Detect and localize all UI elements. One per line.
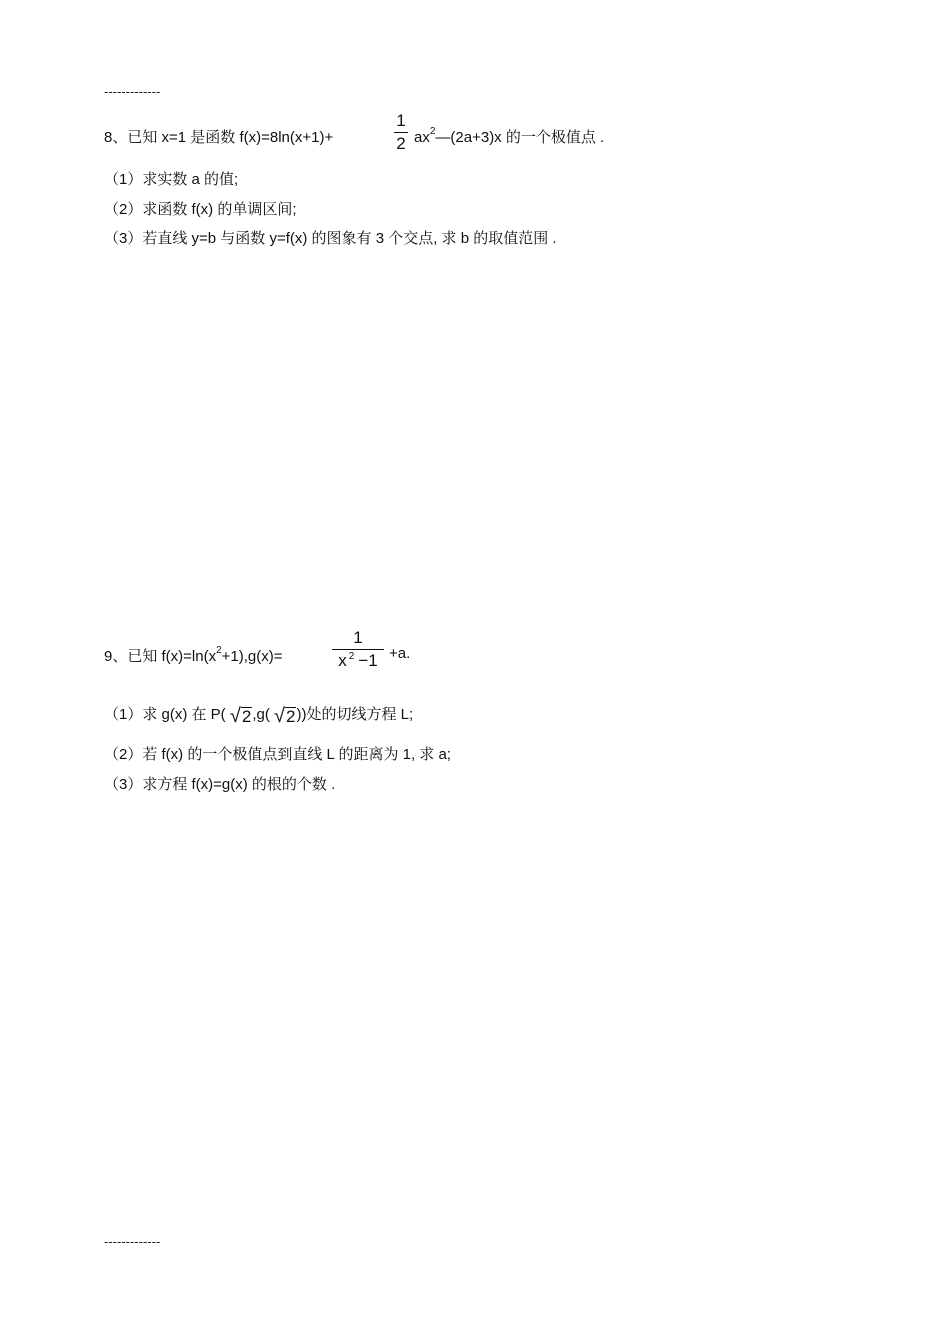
q9-exp: 2	[216, 645, 222, 656]
q9-den-exp: 2	[348, 651, 355, 662]
footer-dashes: -------------	[104, 1234, 161, 1249]
q9-den-x: x	[338, 651, 347, 670]
sqrt-2-b-inner: 2	[285, 707, 296, 726]
q8-part-1: （1）求实数 a 的值;	[104, 171, 239, 188]
q9-part-1	[104, 703, 413, 726]
q8-tail-text: —(2a+3)x 的一个极值点 .	[435, 129, 605, 146]
q9-lead	[104, 645, 283, 666]
q9-frac-den	[338, 651, 377, 674]
q9-fraction	[332, 628, 384, 674]
q9-part-3: （3）求方程 f(x)=g(x) 的根的个数 .	[104, 776, 336, 793]
header-dashes: -------------	[104, 84, 161, 99]
q8-tail	[414, 126, 604, 147]
sqrt-radical-icon: √	[229, 705, 241, 727]
q9-p1-a: （1）求 g(x) 在 P(	[104, 706, 226, 723]
q8-lead: 8、已知 x=1 是函数 f(x)=8ln(x+1)+	[104, 129, 334, 146]
sqrt-2-a-inner: 2	[241, 707, 252, 726]
q9-den-rest: −1	[358, 651, 378, 670]
q8-exp: 2	[429, 126, 436, 137]
q8-fraction	[394, 111, 408, 154]
q8-part-2: （2）求函数 f(x) 的单调区间;	[104, 201, 297, 218]
sqrt-2-a	[230, 706, 252, 726]
q9-p1-b: ,g(	[252, 706, 270, 723]
q8-frac-den: 2	[396, 134, 406, 153]
sqrt-radical-icon: √	[274, 705, 285, 727]
q9-part-2: （2）若 f(x) 的一个极值点到直线 L 的距离为 1, 求 a;	[104, 746, 451, 763]
q8-frac-num: 1	[396, 111, 406, 130]
q8-frac-bar	[394, 132, 408, 133]
q9-lead-b: +1),g(x)=	[221, 648, 283, 665]
q9-after-frac: +a.	[389, 645, 411, 662]
q9-frac-bar	[332, 649, 384, 650]
q9-frac-num: 1	[353, 628, 363, 647]
sqrt-2-b	[274, 706, 296, 726]
q9-p1-c: ))处的切线方程 L;	[296, 706, 414, 723]
q9-lead-a: 9、已知 f(x)=ln(x	[104, 648, 217, 665]
q8-ax: ax	[414, 129, 430, 146]
q8-part-3: （3）若直线 y=b 与函数 y=f(x) 的图象有 3 个交点, 求 b 的取值范围 .	[104, 230, 557, 247]
